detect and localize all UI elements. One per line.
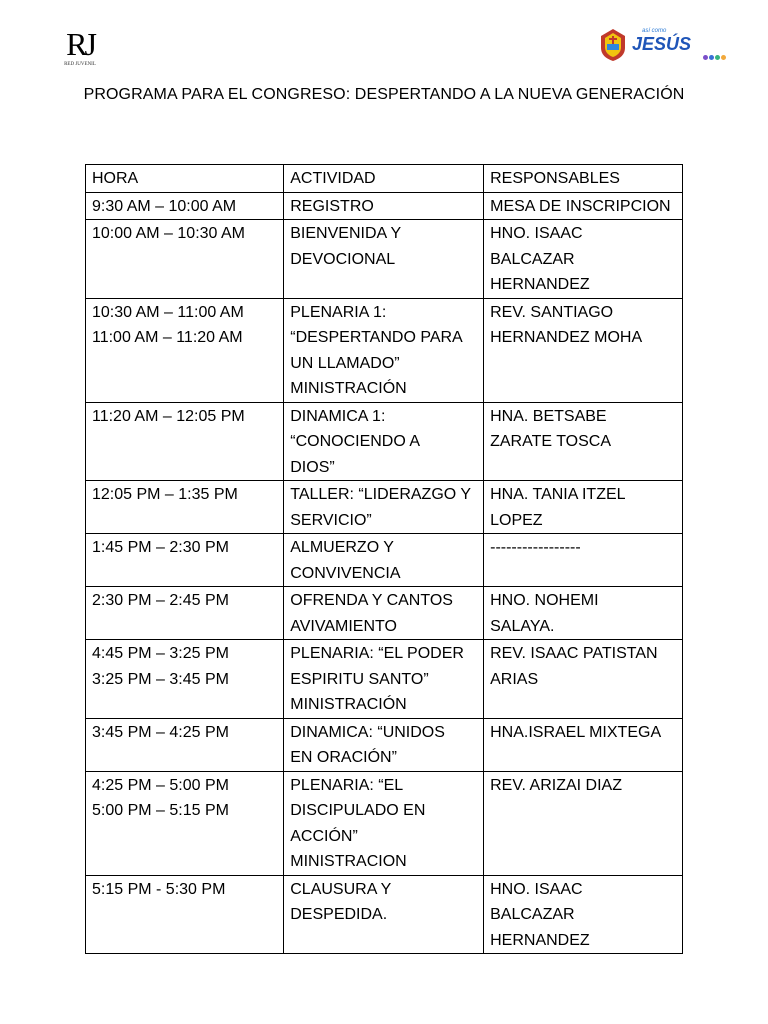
cell-line: PLENARIA 1: <box>290 303 387 321</box>
cell-actividad <box>284 771 484 875</box>
cell-line: EN ORACIÓN” <box>290 749 397 766</box>
logo-wordmark: JESÚS <box>632 34 692 54</box>
logo-subtitle: RED JUVENIL <box>64 62 96 67</box>
cell-hora <box>86 875 284 954</box>
cell-line: ESPIRITU SANTO” <box>290 670 429 688</box>
cell-line: MESA DE INSCRIPCION <box>490 197 671 215</box>
cell-line: 5:15 PM - 5:30 PM <box>92 880 226 898</box>
cell-responsables <box>484 534 683 587</box>
table-row <box>86 718 683 771</box>
cell-line: HNO. ISAAC <box>490 880 583 898</box>
cell-line: HERNANDEZ <box>490 931 590 949</box>
cell-line: REV. SANTIAGO <box>490 303 614 321</box>
cell-line: TALLER: “LIDERAZGO Y <box>290 486 472 503</box>
column-header-actividad: ACTIVIDAD <box>284 165 484 193</box>
table-row <box>86 402 683 481</box>
cell-line: “CONOCIENDO A <box>290 433 421 450</box>
schedule-table <box>85 164 683 954</box>
cell-line: 10:00 AM – 10:30 AM <box>92 225 245 242</box>
cell-line: ZARATE TOSCA <box>490 433 612 450</box>
cell-actividad <box>284 402 484 481</box>
cell-line: DINAMICA: “UNIDOS <box>290 723 445 741</box>
table-row <box>86 771 683 875</box>
cell-line: HNO. ISAAC <box>490 225 583 242</box>
asi-como-jesus-logo <box>598 28 728 64</box>
cell-line: 3:25 PM – 3:45 PM <box>92 670 229 688</box>
cell-line: MINISTRACIÓN <box>290 380 407 397</box>
cell-line: BALCAZAR <box>490 906 575 923</box>
cell-line: BIENVENIDA Y <box>290 225 402 242</box>
logo-tagline: así como <box>642 28 667 34</box>
cell-line: DEVOCIONAL <box>290 250 396 268</box>
column-header-responsables: RESPONSABLES <box>484 165 683 193</box>
cell-line: DESPEDIDA. <box>290 906 388 923</box>
cell-line: 1:45 PM – 2:30 PM <box>92 539 229 556</box>
red-juvenil-logo <box>56 26 104 76</box>
cell-line: 12:05 PM – 1:35 PM <box>92 486 238 503</box>
cell-line: 3:45 PM – 4:25 PM <box>92 723 229 741</box>
cell-line: HERNANDEZ MOHA <box>490 329 643 346</box>
cell-responsables <box>484 298 683 402</box>
cell-line: PLENARIA: “EL PODER <box>290 645 464 662</box>
cell-line: 5:00 PM – 5:15 PM <box>92 802 229 819</box>
cell-responsables <box>484 192 683 220</box>
document-title: PROGRAMA PARA EL CONGRESO: DESPERTANDO A LA NUEVA GENERACIÓN <box>83 86 685 103</box>
cell-responsables <box>484 718 683 771</box>
cell-line: DIOS” <box>290 458 335 476</box>
logo-dot <box>703 55 708 60</box>
cell-line: UN LLAMADO” <box>290 354 400 372</box>
cell-line: HNA. TANIA ITZEL <box>490 486 626 503</box>
cell-line: MINISTRACIÓN <box>290 696 407 713</box>
cell-hora <box>86 587 284 640</box>
cell-line: ACCIÓN” <box>290 827 358 845</box>
cell-actividad <box>284 718 484 771</box>
cell-line: CONVIVENCIA <box>290 564 401 582</box>
cell-line: HERNANDEZ <box>490 276 590 293</box>
table-row <box>86 298 683 402</box>
cell-line: CLAUSURA Y <box>290 880 392 898</box>
cell-line: LOPEZ <box>490 511 543 529</box>
cell-line: REV. ISAAC PATISTAN <box>490 645 658 662</box>
cell-actividad <box>284 192 484 220</box>
cell-line: ARIAS <box>490 670 539 688</box>
table-row <box>86 534 683 587</box>
table-header-row <box>86 165 683 193</box>
cell-responsables <box>484 640 683 719</box>
cell-line: MINISTRACION <box>290 853 407 870</box>
cell-hora <box>86 481 284 534</box>
cell-line: 11:20 AM – 12:05 PM <box>92 407 245 425</box>
cell-actividad <box>284 481 484 534</box>
cell-line: 4:25 PM – 5:00 PM <box>92 776 229 794</box>
cell-line: 9:30 AM – 10:00 AM <box>92 197 237 215</box>
column-header-hora: HORA <box>86 165 284 193</box>
cell-line: 2:30 PM – 2:45 PM <box>92 592 229 609</box>
logo-dot <box>709 55 714 60</box>
cell-line: ----------------- <box>490 539 581 556</box>
cell-responsables <box>484 771 683 875</box>
cell-line: 4:45 PM – 3:25 PM <box>92 645 229 662</box>
cell-hora <box>86 220 284 299</box>
schedule-body <box>86 165 683 954</box>
cell-line: DISCIPULADO EN <box>290 802 426 819</box>
cell-actividad <box>284 875 484 954</box>
cell-line: SALAYA. <box>490 617 555 635</box>
cell-responsables <box>484 875 683 954</box>
cell-line: REV. ARIZAI DIAZ <box>490 776 622 794</box>
cell-actividad <box>284 534 484 587</box>
cell-hora <box>86 640 284 719</box>
cell-line: 11:00 AM – 11:20 AM <box>92 329 243 346</box>
cell-line: AVIVAMIENTO <box>290 617 397 635</box>
ministry-emblem-icon <box>598 28 628 62</box>
cell-line: HNO. NOHEMI <box>490 592 599 609</box>
cell-hora <box>86 298 284 402</box>
cell-line: 10:30 AM – 11:00 AM <box>92 303 244 321</box>
cell-hora <box>86 534 284 587</box>
cell-responsables <box>484 402 683 481</box>
table-row <box>86 875 683 954</box>
cell-responsables <box>484 481 683 534</box>
cell-line: BALCAZAR <box>490 250 575 268</box>
cell-line: DINAMICA 1: <box>290 407 386 425</box>
cell-line: OFRENDA Y CANTOS <box>290 592 453 609</box>
table-row <box>86 220 683 299</box>
cell-hora <box>86 192 284 220</box>
cell-actividad <box>284 220 484 299</box>
logo-dots <box>703 47 727 65</box>
cell-hora <box>86 718 284 771</box>
logo-monogram: RJ <box>66 26 94 62</box>
cell-actividad <box>284 640 484 719</box>
cell-actividad <box>284 298 484 402</box>
cell-line: HNA.ISRAEL MIXTEGA <box>490 723 662 741</box>
cell-hora <box>86 771 284 875</box>
logo-dot <box>715 55 720 60</box>
logo-dot <box>721 55 726 60</box>
cell-hora <box>86 402 284 481</box>
cell-actividad <box>284 587 484 640</box>
cell-line: SERVICIO” <box>290 511 372 529</box>
table-row <box>86 640 683 719</box>
table-row <box>86 192 683 220</box>
cell-line: PLENARIA: “EL <box>290 776 404 794</box>
cell-line: HNA. BETSABE <box>490 407 607 425</box>
cell-responsables <box>484 587 683 640</box>
cell-line: REGISTRO <box>290 197 374 215</box>
table-row <box>86 587 683 640</box>
cell-line: ALMUERZO Y <box>290 539 394 556</box>
table-row <box>86 481 683 534</box>
cell-responsables <box>484 220 683 299</box>
cell-line: “DESPERTANDO PARA <box>290 329 463 346</box>
